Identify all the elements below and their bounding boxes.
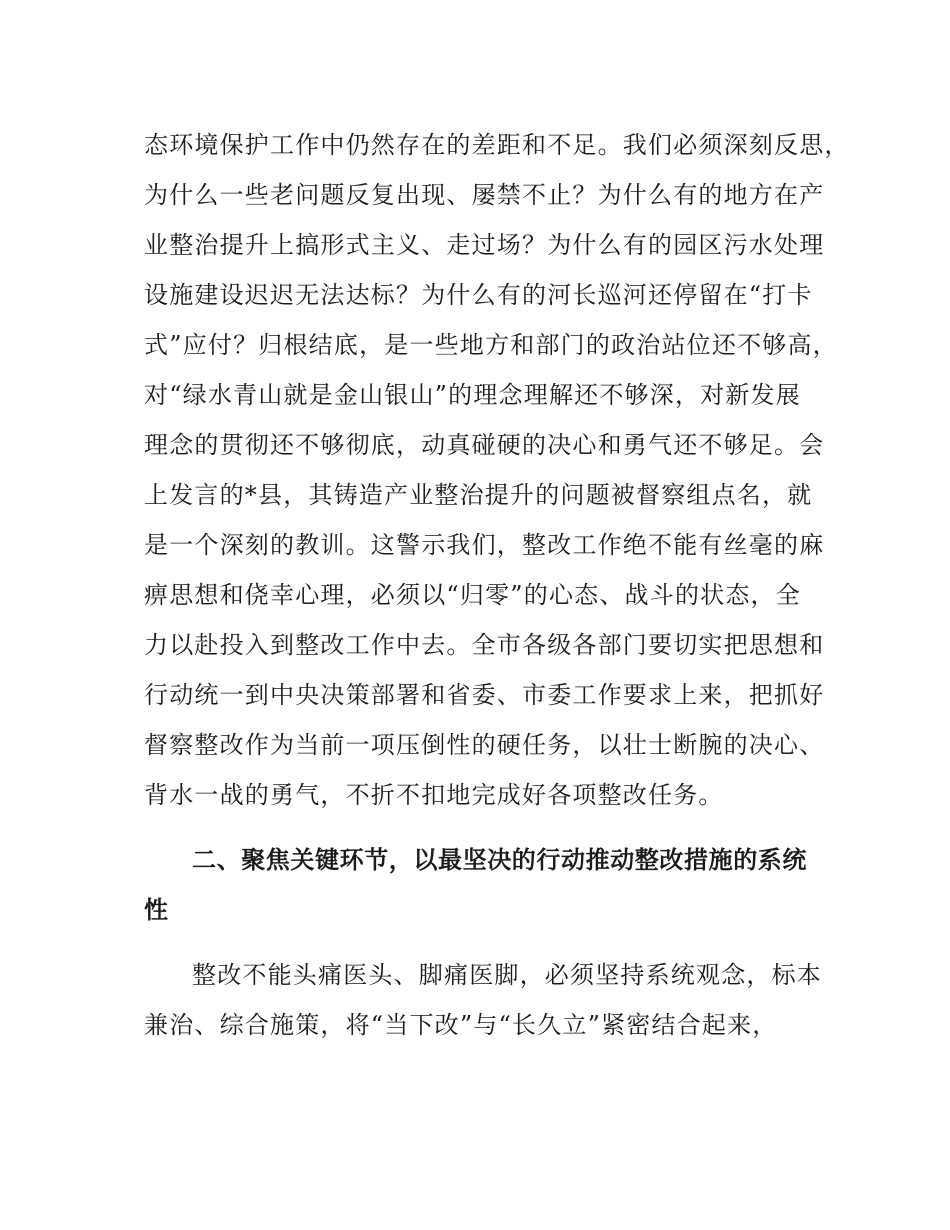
text-line: 对“绿水青山就是金山银山”的理念理解还不够深，对新发展 xyxy=(144,381,801,409)
text-line: 痹思想和侥幸心理，必须以“归零”的心态、战斗的状态，全 xyxy=(144,581,801,609)
text-line: 是一个深刻的教训。这警示我们，整改工作绝不能有丝毫的麻 xyxy=(144,531,825,559)
text-line: 为什么一些老问题反复出现、屡禁不止？为什么有的地方在产 xyxy=(144,181,825,209)
text-line: 兼治、综合施策，将“当下改”与“长久立”紧密结合起来， xyxy=(144,1011,778,1039)
text-line: 设施建设迟迟无法达标？为什么有的河长巡河还停留在“打卡 xyxy=(144,281,813,309)
text-line: 业整治提升上搞形式主义、走过场？为什么有的园区污水处理 xyxy=(144,231,825,259)
text-line: 督察整改作为当前一项压倒性的硬任务，以壮士断腕的决心、 xyxy=(144,731,825,759)
heading-line: 性 xyxy=(144,896,169,924)
text-line: 上发言的*县，其铸造产业整治提升的问题被督察组点名，就 xyxy=(144,481,813,509)
text-line: 背水一战的勇气，不折不扣地完成好各项整改任务。 xyxy=(144,781,724,809)
text-line: 式”应付？归根结底，是一些地方和部门的政治站位还不够高， xyxy=(144,331,838,359)
heading-line: 二、聚焦关键环节，以最坚决的行动推动整改措施的系统 xyxy=(192,846,807,874)
text-line: 态环境保护工作中仍然存在的差距和不足。我们必须深刻反思， xyxy=(144,131,850,159)
text-line: 力以赴投入到整改工作中去。全市各级各部门要切实把思想和 xyxy=(144,631,825,659)
text-line: 理念的贯彻还不够彻底，动真碰硬的决心和勇气还不够足。会 xyxy=(144,431,825,459)
text-line: 整改不能头痛医头、脚痛医脚，必须坚持系统观念，标本 xyxy=(192,961,822,989)
text-line: 行动统一到中央决策部署和省委、市委工作要求上来，把抓好 xyxy=(144,681,825,709)
